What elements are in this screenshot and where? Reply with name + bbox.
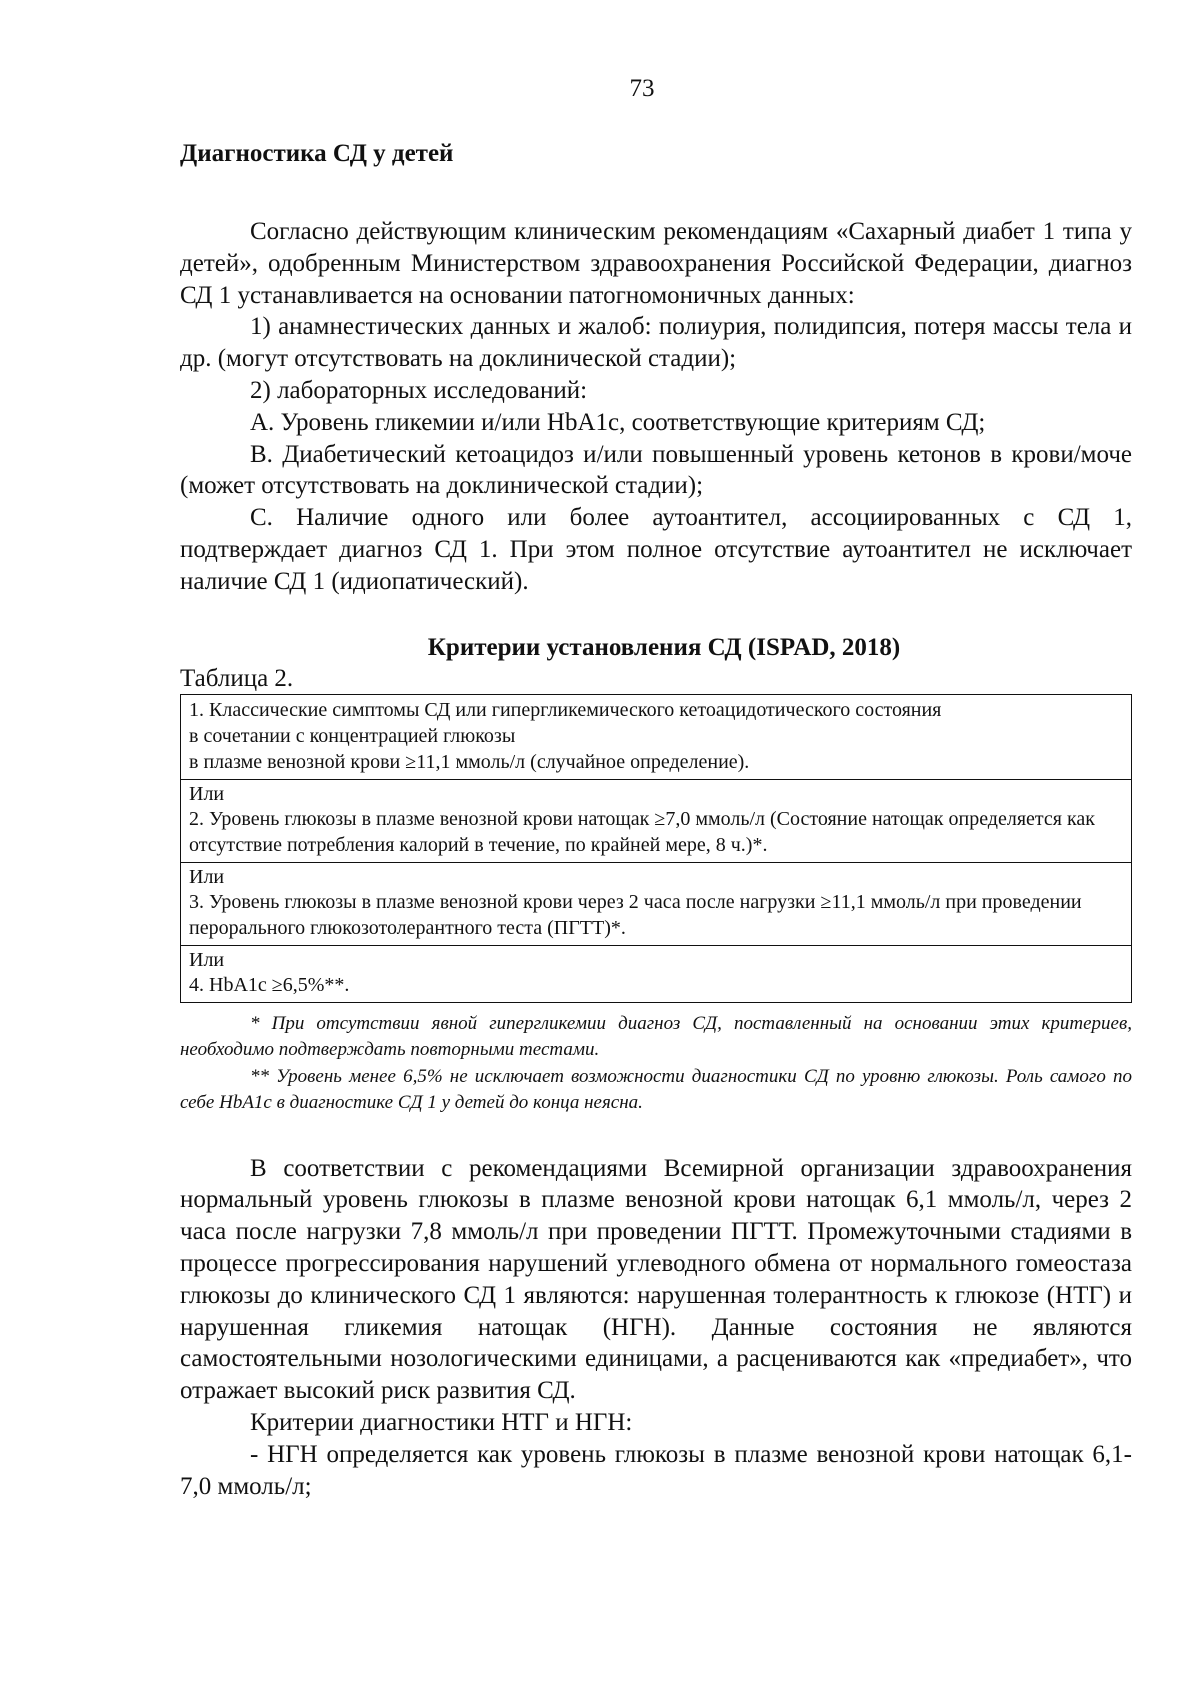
table-title: Критерии установления СД (ISPAD, 2018) — [427, 633, 901, 661]
criteria-table — [180, 694, 1132, 1003]
item-a-glycemia: А. Уровень гликемии и/или HbA1c, соответствующие критериям СД; — [250, 408, 986, 436]
or-label: Или — [189, 948, 225, 971]
criterion-1-line-3: в плазме венозной крови ≥11,1 ммоль/л (случайное определение). — [189, 750, 750, 773]
who-paragraph: В соответствии с рекомендациями Всемирной организации здравоохранения нормальный уровень глюкозы в плазме венозной крови натощак 6,1 ммоль/л, через 2 часа после нагрузки 7,8 ммоль/л при проведении ПГТТ. Промежуточными стадиями в процессе прогрессирования нарушений углеводного обмена от нормального гомеостаза глюкозы до клинического СД 1 являются: нарушенная толерантность к глюкозе (НТГ) и нарушенная гликемия натощак (НГН). Данные состояния не являются самостоятельными нозологическими единицами, а расцениваются как «предиабет», что отражает высокий риск развития СД. — [180, 1154, 1132, 1405]
page-content — [180, 138, 1132, 1502]
table-footnotes — [180, 1011, 1132, 1117]
or-label: Или — [189, 782, 225, 805]
table-cell — [181, 779, 1132, 862]
ngn-definition: - НГН определяется как уровень глюкозы в плазме венозной крови натощак 6,1-7,0 ммоль/л; — [180, 1440, 1132, 1500]
table-row — [181, 779, 1132, 862]
or-label: Или — [189, 865, 225, 888]
table-caption: Таблица 2. — [180, 664, 294, 692]
item-b-ketoacidosis: В. Диабетический кетоацидоз и/или повышенный уровень кетонов в крови/моче (может отсутствовать на доклинической стадии); — [180, 440, 1132, 500]
who-section — [180, 1153, 1132, 1503]
footnote-double-asterisk: ** Уровень менее 6,5% не исключает возможности диагностики СД по уровню глюкозы. Роль самого по себе HbA1c в диагностике СД 1 у детей до конца неясна. — [180, 1065, 1132, 1114]
item-c-autoantibodies: С. Наличие одного или более аутоантител, ассоциированных с СД 1, подтверждает диагноз СД 1. При этом полное отсутствие аутоантител не исключает наличие СД 1 (идиопатический). — [180, 504, 1132, 595]
criterion-2-text: 2. Уровень глюкозы в плазме венозной крови натощак ≥7,0 ммоль/л (Состояние натощак определяется как отсутствие потребления калорий в течение, по крайней мере, 8 ч.)*. — [189, 807, 1095, 856]
criterion-1-line-2: в сочетании с концентрацией глюкозы — [189, 724, 516, 747]
table-cell — [181, 694, 1132, 779]
criteria-heading: Критерии диагностики НТГ и НГН: — [250, 1408, 633, 1436]
table-cell — [181, 945, 1132, 1002]
table-row — [181, 862, 1132, 945]
intro-paragraph: Согласно действующим клиническим рекомендациям «Сахарный диабет 1 типа у детей», одобренным Министерством здравоохранения Российской Федерации, диагноз СД 1 устанавливается на основании патогномоничных данных: — [180, 218, 1132, 309]
list-item-laboratory: 2) лабораторных исследований: — [250, 376, 588, 404]
criterion-3-text: 3. Уровень глюкозы в плазме венозной крови через 2 часа после нагрузки ≥11,1 ммоль/л при проведении перорального глюкозотолерантного теста (ПГТТ)*. — [189, 890, 1082, 939]
criterion-4-text: 4. HbA1c ≥6,5%**. — [189, 973, 350, 996]
section-title: Диагностика СД у детей — [180, 140, 454, 167]
list-item-anamnesis: 1) анамнестических данных и жалоб: полиурия, полидипсия, потеря массы тела и др. (могут отсутствовать на доклинической стадии); — [180, 313, 1132, 373]
table-row — [181, 945, 1132, 1002]
table-row — [181, 694, 1132, 779]
page-number: 73 — [629, 75, 655, 102]
footnote-single-asterisk: * При отсутствии явной гипергликемии диагноз СД, поставленный на основании этих критериев, необходимо подтверждать повторными тестами. — [180, 1012, 1132, 1061]
table-cell — [181, 862, 1132, 945]
criterion-1-line-1: 1. Классические симптомы СД или гипергликемического кетоацидотического состояния — [189, 698, 942, 721]
